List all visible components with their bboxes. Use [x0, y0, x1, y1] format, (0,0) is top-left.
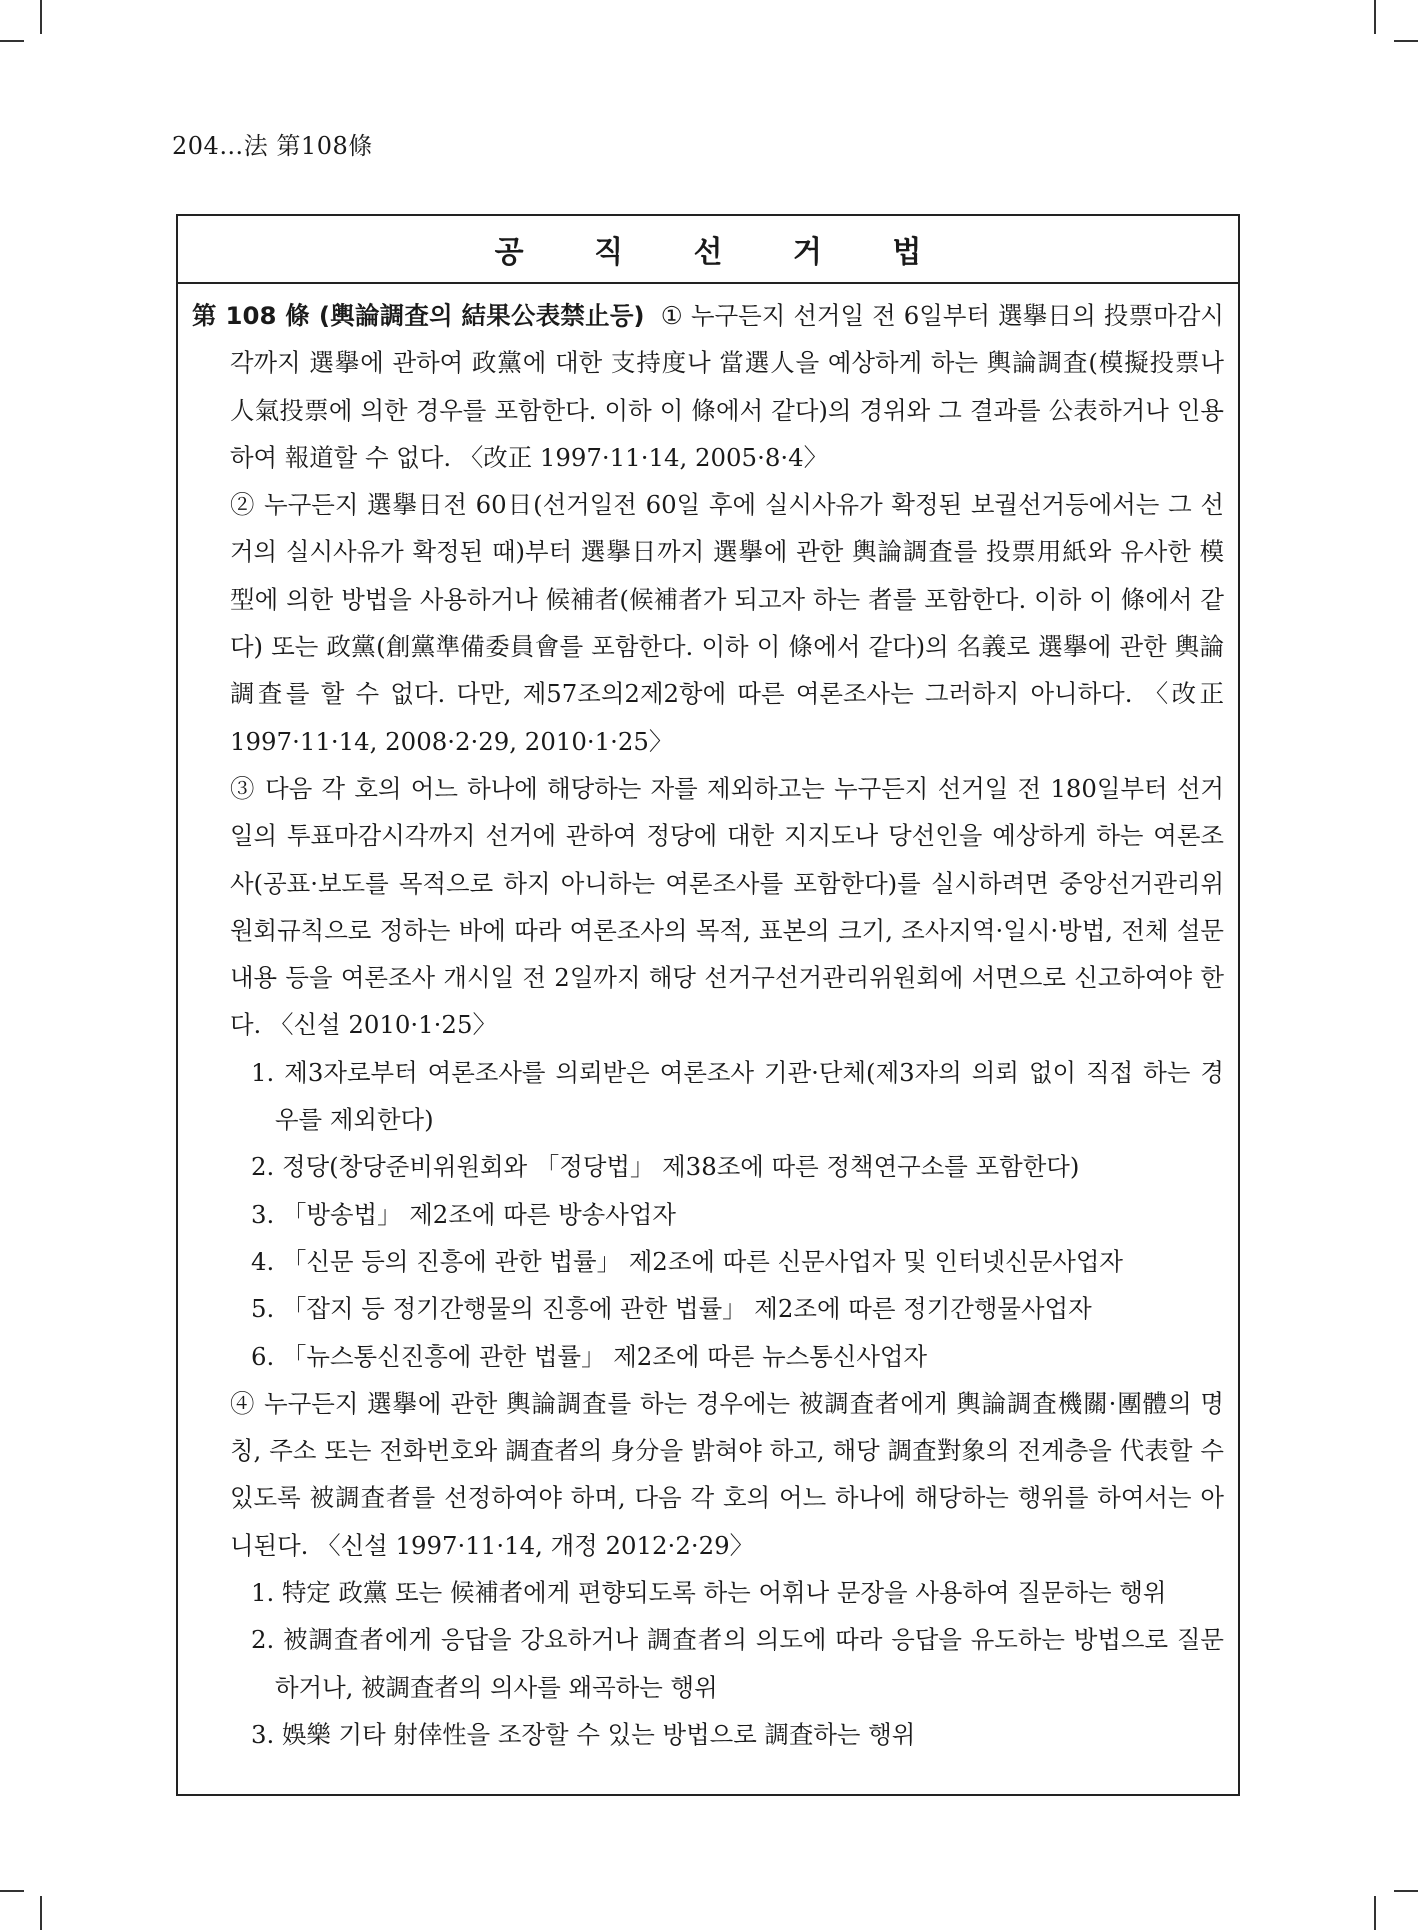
article-paragraph-1 — [192, 292, 1224, 481]
list-item: 1. 제3자로부터 여론조사를 의뢰받은 여론조사 기관·단체(제3자의 의뢰 없이 직접 하는 경우를 제외한다) — [251, 1057, 1224, 1135]
list-item: 6. 「뉴스통신진흥에 관한 법률」 제2조에 따른 뉴스통신사업자 — [251, 1341, 928, 1371]
crop-mark-bottom-right-h — [1394, 1890, 1418, 1892]
list-item: 5. 「잡지 등 정기간행물의 진흥에 관한 법률」 제2조에 따른 정기간행물사업자 — [251, 1294, 1092, 1324]
crop-mark-top-left-h — [0, 40, 24, 42]
article-body — [178, 284, 1238, 1758]
list-item: 4. 「신문 등의 진흥에 관한 법률」 제2조에 따른 신문사업자 및 인터넷신문사업자 — [251, 1246, 1123, 1276]
box-title: 공 직 선 거 법 — [178, 216, 1238, 284]
list-item: 1. 特定 政黨 또는 候補者에게 편향되도록 하는 어휘나 문장을 사용하여 질문하는 행위 — [251, 1578, 1167, 1608]
article-label: 第 108 條 (輿論調査의 結果公表禁止등) — [192, 301, 645, 330]
crop-mark-bottom-left-h — [0, 1890, 24, 1892]
list-item: 2. 被調査者에게 응답을 강요하거나 調査者의 의도에 따라 응답을 유도하는 방법으로 질문하거나, 被調査者의 의사를 왜곡하는 행위 — [251, 1625, 1224, 1702]
crop-mark-top-left — [40, 0, 42, 34]
crop-mark-top-right-h — [1394, 40, 1418, 42]
list-item: 3. 「방송법」 제2조에 따른 방송사업자 — [251, 1199, 676, 1229]
article-paragraph-3: ③ 다음 각 호의 어느 하나에 해당하는 자를 제외하고는 누구든지 선거일 전 180일부터 선거일의 투표마감시각까지 선거에 관하여 정당에 대한 지지도나 당선인을 예상하게 하는 여론조사(공표·보도를 목적으로 하지 아니하는 여론조사를 포함한다)를 실시하려면 중앙선거관리위원회규칙으로 정하는 바에 따라 여론조사의 목적, 표본의 크기, 조사지역·일시·방법, 전체 설문내용 등을 여론조사 개시일 전 2일까지 해당 선거구선거관리위원회에 서면으로 신고하여야 한다. 〈신설 2010·1·25〉 — [230, 773, 1224, 1040]
list-item: 2. 정당(창당준비위원회와 「정당법」 제38조에 따른 정책연구소를 포함한다) — [251, 1152, 1080, 1182]
crop-mark-top-right — [1374, 0, 1376, 34]
list-item: 3. 娛樂 기타 射倖性을 조장할 수 있는 방법으로 調査하는 행위 — [251, 1719, 916, 1749]
crop-mark-bottom-right — [1374, 1896, 1376, 1930]
paragraph-1-text: ① 누구든지 선거일 전 6일부터 選擧日의 投票마감시각까지 選擧에 관하여 政黨에 대한 支持度나 當選人을 예상하게 하는 輿論調査(模擬投票나 人氣投票에 의한 경우를 포함한다. 이하 이 條에서 같다)의 경위와 그 결과를 公表하거나 인용하여 報道할 수 없다. 〈改正 1997·11·14, 2005·8·4〉 — [230, 301, 1224, 472]
article-paragraph-4: ④ 누구든지 選擧에 관한 輿論調査를 하는 경우에는 被調査者에게 輿論調査機關·團體의 명칭, 주소 또는 전화번호와 調査者의 身分을 밝혀야 하고, 해당 調査對象의 전계층을 代表할 수 있도록 被調査者를 선정하여야 하며, 다음 각 호의 어느 하나에 해당하는 행위를 하여서는 아니된다. 〈신설 1997·11·14, 개정 2012·2·29〉 — [230, 1388, 1224, 1560]
article-paragraph-2: ② 누구든지 選擧日전 60日(선거일전 60일 후에 실시사유가 확정된 보궐선거등에서는 그 선거의 실시사유가 확정된 때)부터 選擧日까지 選擧에 관한 輿論調査를 投票用紙와 유사한 模型에 의한 방법을 사용하거나 候補者(候補者가 되고자 하는 者를 포함한다. 이하 이 條에서 같다) 또는 政黨(創黨準備委員會를 포함한다. 이하 이 條에서 같다)의 名義로 選擧에 관한 輿論調査를 할 수 없다. 다만, 제57조의2제2항에 따른 여론조사는 그러하지 아니하다. 〈改正 1997·11·14, 2008·2·29, 2010·1·25〉 — [230, 490, 1224, 756]
page-header: 204…法 第108條 — [172, 132, 373, 160]
law-text-box — [176, 214, 1240, 1796]
crop-mark-bottom-left — [40, 1896, 42, 1930]
